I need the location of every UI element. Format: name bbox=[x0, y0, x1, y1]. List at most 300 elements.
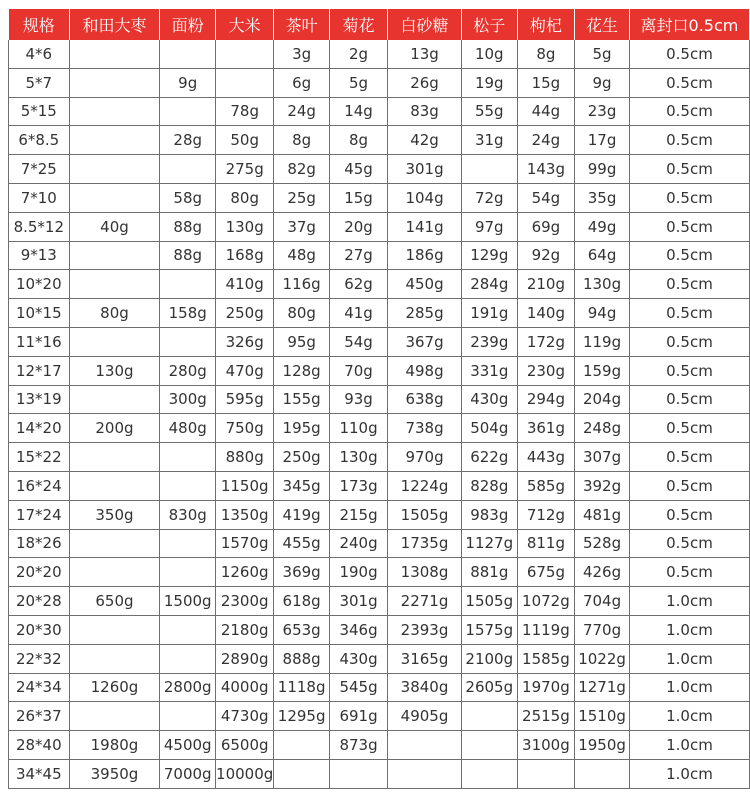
value-cell: 498g bbox=[388, 356, 462, 385]
size-cell: 28*40 bbox=[9, 731, 70, 760]
size-cell: 22*32 bbox=[9, 644, 70, 673]
value-cell: 350g bbox=[69, 500, 160, 529]
value-cell: 50g bbox=[216, 126, 274, 155]
value-cell: 40g bbox=[69, 212, 160, 241]
value-cell: 1308g bbox=[388, 558, 462, 587]
value-cell: 0.5cm bbox=[629, 97, 749, 126]
table-row bbox=[9, 414, 750, 443]
value-cell bbox=[69, 68, 160, 97]
value-cell: 93g bbox=[329, 385, 387, 414]
value-cell: 638g bbox=[388, 385, 462, 414]
value-cell bbox=[274, 759, 330, 788]
value-cell: 0.5cm bbox=[629, 356, 749, 385]
value-cell: 618g bbox=[274, 587, 330, 616]
value-cell: 80g bbox=[69, 299, 160, 328]
value-cell: 8g bbox=[329, 126, 387, 155]
value-cell bbox=[575, 759, 630, 788]
value-cell: 20g bbox=[329, 212, 387, 241]
value-cell: 430g bbox=[329, 644, 387, 673]
value-cell bbox=[160, 40, 216, 68]
value-cell: 367g bbox=[388, 327, 462, 356]
value-cell: 0.5cm bbox=[629, 385, 749, 414]
value-cell: 0.5cm bbox=[629, 558, 749, 587]
size-cell: 16*24 bbox=[9, 471, 70, 500]
value-cell: 80g bbox=[216, 183, 274, 212]
value-cell bbox=[69, 529, 160, 558]
value-cell: 240g bbox=[329, 529, 387, 558]
value-cell: 301g bbox=[388, 155, 462, 184]
value-cell: 345g bbox=[274, 471, 330, 500]
value-cell: 88g bbox=[160, 212, 216, 241]
value-cell: 1260g bbox=[69, 673, 160, 702]
value-cell: 1.0cm bbox=[629, 615, 749, 644]
value-cell bbox=[69, 126, 160, 155]
value-cell: 307g bbox=[575, 443, 630, 472]
value-cell: 8g bbox=[517, 40, 575, 68]
value-cell: 738g bbox=[388, 414, 462, 443]
value-cell: 41g bbox=[329, 299, 387, 328]
value-cell: 54g bbox=[517, 183, 575, 212]
value-cell: 284g bbox=[461, 270, 517, 299]
value-cell: 1950g bbox=[575, 731, 630, 760]
value-cell: 326g bbox=[216, 327, 274, 356]
value-cell bbox=[69, 241, 160, 270]
value-cell bbox=[160, 443, 216, 472]
value-cell: 143g bbox=[517, 155, 575, 184]
value-cell: 0.5cm bbox=[629, 414, 749, 443]
value-cell: 285g bbox=[388, 299, 462, 328]
value-cell bbox=[69, 644, 160, 673]
value-cell: 1022g bbox=[575, 644, 630, 673]
table-row bbox=[9, 702, 750, 731]
value-cell: 116g bbox=[274, 270, 330, 299]
value-cell: 0.5cm bbox=[629, 68, 749, 97]
value-cell: 54g bbox=[329, 327, 387, 356]
value-cell: 78g bbox=[216, 97, 274, 126]
value-cell: 691g bbox=[329, 702, 387, 731]
value-cell: 10000g bbox=[216, 759, 274, 788]
value-cell: 2890g bbox=[216, 644, 274, 673]
value-cell: 6500g bbox=[216, 731, 274, 760]
value-cell: 470g bbox=[216, 356, 274, 385]
size-cell: 20*30 bbox=[9, 615, 70, 644]
value-cell: 0.5cm bbox=[629, 40, 749, 68]
size-cell: 6*8.5 bbox=[9, 126, 70, 155]
value-cell: 215g bbox=[329, 500, 387, 529]
value-cell: 1072g bbox=[517, 587, 575, 616]
value-cell: 2271g bbox=[388, 587, 462, 616]
value-cell: 331g bbox=[461, 356, 517, 385]
value-cell: 1.0cm bbox=[629, 702, 749, 731]
value-cell: 195g bbox=[274, 414, 330, 443]
value-cell: 210g bbox=[517, 270, 575, 299]
value-cell: 4000g bbox=[216, 673, 274, 702]
value-cell: 1224g bbox=[388, 471, 462, 500]
value-cell: 301g bbox=[329, 587, 387, 616]
value-cell: 14g bbox=[329, 97, 387, 126]
value-cell bbox=[274, 731, 330, 760]
value-cell: 172g bbox=[517, 327, 575, 356]
size-cell: 20*28 bbox=[9, 587, 70, 616]
value-cell: 4905g bbox=[388, 702, 462, 731]
table-row bbox=[9, 759, 750, 788]
value-cell: 23g bbox=[575, 97, 630, 126]
value-cell: 130g bbox=[575, 270, 630, 299]
value-cell: 104g bbox=[388, 183, 462, 212]
value-cell bbox=[69, 471, 160, 500]
value-cell: 8g bbox=[274, 126, 330, 155]
value-cell: 3100g bbox=[517, 731, 575, 760]
value-cell: 3950g bbox=[69, 759, 160, 788]
value-cell: 25g bbox=[274, 183, 330, 212]
value-cell bbox=[69, 155, 160, 184]
value-cell: 88g bbox=[160, 241, 216, 270]
value-cell: 1.0cm bbox=[629, 587, 749, 616]
value-cell: 4500g bbox=[160, 731, 216, 760]
value-cell: 6g bbox=[274, 68, 330, 97]
value-cell: 2100g bbox=[461, 644, 517, 673]
value-cell: 94g bbox=[575, 299, 630, 328]
value-cell: 1127g bbox=[461, 529, 517, 558]
table-body bbox=[9, 40, 750, 788]
table-row bbox=[9, 615, 750, 644]
table-row bbox=[9, 155, 750, 184]
value-cell: 158g bbox=[160, 299, 216, 328]
value-cell: 1.0cm bbox=[629, 644, 749, 673]
value-cell bbox=[69, 443, 160, 472]
value-cell: 191g bbox=[461, 299, 517, 328]
value-cell: 1350g bbox=[216, 500, 274, 529]
value-cell: 0.5cm bbox=[629, 471, 749, 500]
value-cell bbox=[160, 97, 216, 126]
value-cell: 48g bbox=[274, 241, 330, 270]
value-cell: 828g bbox=[461, 471, 517, 500]
column-header: 花生 bbox=[575, 9, 630, 40]
value-cell bbox=[461, 702, 517, 731]
value-cell: 830g bbox=[160, 500, 216, 529]
value-cell bbox=[461, 155, 517, 184]
value-cell: 369g bbox=[274, 558, 330, 587]
value-cell: 204g bbox=[575, 385, 630, 414]
value-cell: 95g bbox=[274, 327, 330, 356]
size-cell: 5*7 bbox=[9, 68, 70, 97]
value-cell: 294g bbox=[517, 385, 575, 414]
column-header: 松子 bbox=[461, 9, 517, 40]
value-cell: 970g bbox=[388, 443, 462, 472]
value-cell bbox=[160, 155, 216, 184]
value-cell: 392g bbox=[575, 471, 630, 500]
value-cell bbox=[160, 558, 216, 587]
table-row bbox=[9, 500, 750, 529]
value-cell bbox=[69, 327, 160, 356]
value-cell: 0.5cm bbox=[629, 327, 749, 356]
value-cell: 545g bbox=[329, 673, 387, 702]
value-cell: 983g bbox=[461, 500, 517, 529]
value-cell: 1505g bbox=[461, 587, 517, 616]
value-cell: 1.0cm bbox=[629, 731, 749, 760]
value-cell: 1260g bbox=[216, 558, 274, 587]
value-cell: 110g bbox=[329, 414, 387, 443]
value-cell: 248g bbox=[575, 414, 630, 443]
value-cell: 130g bbox=[69, 356, 160, 385]
value-cell: 1.0cm bbox=[629, 673, 749, 702]
size-cell: 34*45 bbox=[9, 759, 70, 788]
value-cell: 230g bbox=[517, 356, 575, 385]
value-cell: 24g bbox=[517, 126, 575, 155]
size-capacity-table bbox=[8, 9, 750, 789]
value-cell: 140g bbox=[517, 299, 575, 328]
size-cell: 14*20 bbox=[9, 414, 70, 443]
value-cell: 3165g bbox=[388, 644, 462, 673]
value-cell bbox=[160, 644, 216, 673]
size-cell: 15*22 bbox=[9, 443, 70, 472]
value-cell: 1575g bbox=[461, 615, 517, 644]
value-cell bbox=[517, 759, 575, 788]
value-cell: 9g bbox=[160, 68, 216, 97]
value-cell: 44g bbox=[517, 97, 575, 126]
value-cell: 622g bbox=[461, 443, 517, 472]
value-cell: 130g bbox=[329, 443, 387, 472]
value-cell: 80g bbox=[274, 299, 330, 328]
value-cell: 26g bbox=[388, 68, 462, 97]
table-row bbox=[9, 356, 750, 385]
value-cell: 24g bbox=[274, 97, 330, 126]
value-cell: 650g bbox=[69, 587, 160, 616]
value-cell: 1500g bbox=[160, 587, 216, 616]
value-cell: 70g bbox=[329, 356, 387, 385]
value-cell: 880g bbox=[216, 443, 274, 472]
value-cell: 0.5cm bbox=[629, 299, 749, 328]
value-cell bbox=[160, 615, 216, 644]
column-header: 白砂糖 bbox=[388, 9, 462, 40]
size-cell: 20*20 bbox=[9, 558, 70, 587]
value-cell: 27g bbox=[329, 241, 387, 270]
value-cell: 0.5cm bbox=[629, 529, 749, 558]
value-cell bbox=[160, 702, 216, 731]
column-header: 离封口0.5cm bbox=[629, 9, 749, 40]
value-cell bbox=[69, 615, 160, 644]
value-cell: 481g bbox=[575, 500, 630, 529]
value-cell: 155g bbox=[274, 385, 330, 414]
value-cell: 5g bbox=[329, 68, 387, 97]
table-row bbox=[9, 673, 750, 702]
table-row bbox=[9, 183, 750, 212]
table-row bbox=[9, 731, 750, 760]
value-cell: 361g bbox=[517, 414, 575, 443]
value-cell: 0.5cm bbox=[629, 155, 749, 184]
table-row bbox=[9, 241, 750, 270]
value-cell: 1.0cm bbox=[629, 759, 749, 788]
value-cell: 450g bbox=[388, 270, 462, 299]
value-cell: 2300g bbox=[216, 587, 274, 616]
value-cell: 19g bbox=[461, 68, 517, 97]
value-cell: 2393g bbox=[388, 615, 462, 644]
value-cell: 346g bbox=[329, 615, 387, 644]
value-cell: 480g bbox=[160, 414, 216, 443]
value-cell: 55g bbox=[461, 97, 517, 126]
value-cell: 2800g bbox=[160, 673, 216, 702]
value-cell bbox=[69, 558, 160, 587]
value-cell: 173g bbox=[329, 471, 387, 500]
table-header bbox=[9, 9, 750, 40]
table-row bbox=[9, 385, 750, 414]
value-cell: 0.5cm bbox=[629, 443, 749, 472]
value-cell: 141g bbox=[388, 212, 462, 241]
value-cell: 10g bbox=[461, 40, 517, 68]
table-row bbox=[9, 471, 750, 500]
value-cell: 0.5cm bbox=[629, 212, 749, 241]
size-cell: 7*25 bbox=[9, 155, 70, 184]
value-cell: 250g bbox=[274, 443, 330, 472]
table-row bbox=[9, 97, 750, 126]
value-cell: 7000g bbox=[160, 759, 216, 788]
value-cell: 410g bbox=[216, 270, 274, 299]
value-cell: 1980g bbox=[69, 731, 160, 760]
column-header: 和田大枣 bbox=[69, 9, 160, 40]
value-cell: 45g bbox=[329, 155, 387, 184]
table-row bbox=[9, 327, 750, 356]
value-cell: 3840g bbox=[388, 673, 462, 702]
value-cell: 1119g bbox=[517, 615, 575, 644]
value-cell: 37g bbox=[274, 212, 330, 241]
table-row bbox=[9, 270, 750, 299]
value-cell: 1271g bbox=[575, 673, 630, 702]
size-cell: 18*26 bbox=[9, 529, 70, 558]
value-cell: 159g bbox=[575, 356, 630, 385]
value-cell bbox=[160, 270, 216, 299]
value-cell: 455g bbox=[274, 529, 330, 558]
column-header: 枸杞 bbox=[517, 9, 575, 40]
value-cell: 1585g bbox=[517, 644, 575, 673]
value-cell: 712g bbox=[517, 500, 575, 529]
value-cell: 99g bbox=[575, 155, 630, 184]
value-cell bbox=[160, 529, 216, 558]
column-header: 面粉 bbox=[160, 9, 216, 40]
value-cell: 2605g bbox=[461, 673, 517, 702]
value-cell: 1118g bbox=[274, 673, 330, 702]
value-cell: 528g bbox=[575, 529, 630, 558]
value-cell: 17g bbox=[575, 126, 630, 155]
value-cell: 0.5cm bbox=[629, 270, 749, 299]
value-cell: 3g bbox=[274, 40, 330, 68]
value-cell bbox=[69, 183, 160, 212]
value-cell bbox=[69, 97, 160, 126]
value-cell: 168g bbox=[216, 241, 274, 270]
value-cell: 873g bbox=[329, 731, 387, 760]
value-cell: 9g bbox=[575, 68, 630, 97]
value-cell bbox=[69, 702, 160, 731]
value-cell bbox=[69, 40, 160, 68]
value-cell: 1295g bbox=[274, 702, 330, 731]
value-cell: 4730g bbox=[216, 702, 274, 731]
value-cell bbox=[69, 270, 160, 299]
value-cell bbox=[461, 759, 517, 788]
size-cell: 11*16 bbox=[9, 327, 70, 356]
header-row bbox=[9, 9, 750, 40]
column-header: 大米 bbox=[216, 9, 274, 40]
value-cell: 1150g bbox=[216, 471, 274, 500]
value-cell: 2515g bbox=[517, 702, 575, 731]
size-cell: 9*13 bbox=[9, 241, 70, 270]
value-cell: 811g bbox=[517, 529, 575, 558]
value-cell: 239g bbox=[461, 327, 517, 356]
size-cell: 26*37 bbox=[9, 702, 70, 731]
value-cell bbox=[216, 40, 274, 68]
value-cell: 275g bbox=[216, 155, 274, 184]
value-cell: 280g bbox=[160, 356, 216, 385]
value-cell: 62g bbox=[329, 270, 387, 299]
table-row bbox=[9, 587, 750, 616]
value-cell: 82g bbox=[274, 155, 330, 184]
table-row bbox=[9, 558, 750, 587]
value-cell: 15g bbox=[329, 183, 387, 212]
size-cell: 10*20 bbox=[9, 270, 70, 299]
value-cell: 129g bbox=[461, 241, 517, 270]
value-cell: 97g bbox=[461, 212, 517, 241]
size-cell: 24*34 bbox=[9, 673, 70, 702]
value-cell bbox=[461, 731, 517, 760]
value-cell: 770g bbox=[575, 615, 630, 644]
value-cell bbox=[216, 68, 274, 97]
table-row bbox=[9, 68, 750, 97]
size-capacity-table-wrapper bbox=[8, 9, 750, 789]
value-cell: 200g bbox=[69, 414, 160, 443]
value-cell: 28g bbox=[160, 126, 216, 155]
value-cell bbox=[388, 759, 462, 788]
table-row bbox=[9, 644, 750, 673]
value-cell: 69g bbox=[517, 212, 575, 241]
value-cell: 128g bbox=[274, 356, 330, 385]
column-header: 茶叶 bbox=[274, 9, 330, 40]
value-cell: 0.5cm bbox=[629, 126, 749, 155]
value-cell: 2180g bbox=[216, 615, 274, 644]
value-cell: 5g bbox=[575, 40, 630, 68]
value-cell: 595g bbox=[216, 385, 274, 414]
table-row bbox=[9, 212, 750, 241]
value-cell: 1970g bbox=[517, 673, 575, 702]
table-row bbox=[9, 443, 750, 472]
value-cell: 430g bbox=[461, 385, 517, 414]
value-cell: 1505g bbox=[388, 500, 462, 529]
value-cell: 653g bbox=[274, 615, 330, 644]
value-cell bbox=[329, 759, 387, 788]
value-cell: 704g bbox=[575, 587, 630, 616]
value-cell: 675g bbox=[517, 558, 575, 587]
size-cell: 4*6 bbox=[9, 40, 70, 68]
value-cell: 1735g bbox=[388, 529, 462, 558]
value-cell bbox=[69, 385, 160, 414]
table-row bbox=[9, 529, 750, 558]
value-cell: 190g bbox=[329, 558, 387, 587]
value-cell: 83g bbox=[388, 97, 462, 126]
value-cell: 0.5cm bbox=[629, 500, 749, 529]
size-cell: 17*24 bbox=[9, 500, 70, 529]
value-cell: 585g bbox=[517, 471, 575, 500]
size-cell: 13*19 bbox=[9, 385, 70, 414]
value-cell bbox=[160, 327, 216, 356]
value-cell: 58g bbox=[160, 183, 216, 212]
value-cell: 426g bbox=[575, 558, 630, 587]
value-cell: 64g bbox=[575, 241, 630, 270]
value-cell: 1510g bbox=[575, 702, 630, 731]
value-cell: 13g bbox=[388, 40, 462, 68]
value-cell: 119g bbox=[575, 327, 630, 356]
value-cell: 49g bbox=[575, 212, 630, 241]
table-row bbox=[9, 40, 750, 68]
value-cell: 15g bbox=[517, 68, 575, 97]
table-row bbox=[9, 126, 750, 155]
size-cell: 12*17 bbox=[9, 356, 70, 385]
